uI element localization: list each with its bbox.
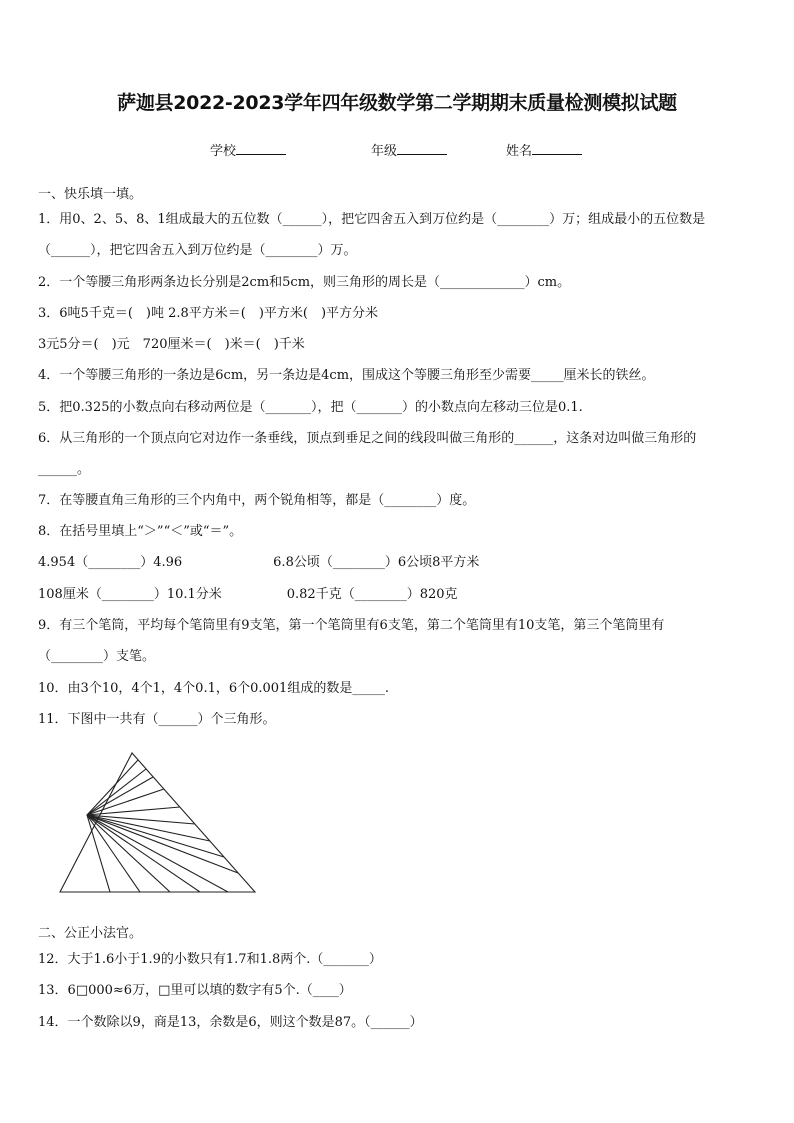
question-line: 14．一个数除以9，商是13，余数是6，则这个数是87。（______） bbox=[38, 1015, 423, 1030]
triangle-figure bbox=[50, 745, 265, 895]
question-line: 6．从三角形的一个顶点向它对边作一条垂线，顶点到垂足之间的线段叫做三角形的______，这条对边叫做三角形的 bbox=[38, 431, 697, 446]
question-line: 7．在等腰直角三角形的三个内角中，两个锐角相等，都是（________）度。 bbox=[38, 493, 476, 508]
triangle-line bbox=[87, 769, 146, 815]
question-line: 3元5分＝( )元 720厘米＝( )米＝( )千米 bbox=[38, 337, 305, 352]
triangle-line bbox=[87, 815, 140, 892]
question-line: 2．一个等腰三角形两条边长分别是2cm和5cm，则三角形的周长是（_____________）cm。 bbox=[38, 275, 571, 290]
question-line: 4.954（________）4.96 6.8公顷（________）6公顷8平方米 bbox=[38, 555, 480, 570]
question-line: 108厘米（________）10.1分米 0.82千克（________）820克 bbox=[38, 587, 458, 602]
question-line: 10．由3个10，4个1，4个0.1，6个0.001组成的数是_____. bbox=[38, 681, 389, 696]
school-field bbox=[210, 140, 286, 159]
triangle-line bbox=[87, 815, 110, 892]
name-field bbox=[506, 140, 582, 159]
name-blank[interactable] bbox=[532, 142, 582, 155]
question-line: （______），把它四舍五入到万位约是（________）万。 bbox=[38, 243, 357, 258]
question-line: 12．大于1.6小于1.9的小数只有1.7和1.8两个.（_______） bbox=[38, 952, 382, 967]
grade-blank[interactable] bbox=[397, 142, 447, 155]
question-line: ______。 bbox=[38, 462, 91, 477]
triangle-line bbox=[87, 815, 238, 873]
school-blank[interactable] bbox=[236, 142, 286, 155]
school-label: 学校 bbox=[210, 144, 237, 159]
grade-label: 年级 bbox=[371, 144, 398, 159]
question-line: 8．在括号里填上“＞”“＜”或“＝”。 bbox=[38, 524, 243, 539]
section-1-heading: 一、快乐填一填。 bbox=[38, 187, 143, 202]
question-line: 11．下图中一共有（______）个三角形。 bbox=[38, 712, 276, 727]
question-line: 9．有三个笔筒，平均每个笔筒里有9支笔，第一个笔筒里有6支笔，第二个笔筒里有10支笔，第三个笔筒里有 bbox=[38, 618, 665, 633]
triangle-line bbox=[87, 815, 224, 857]
question-line: （________）支笔。 bbox=[38, 649, 156, 664]
triangle-line bbox=[87, 807, 180, 815]
grade-field bbox=[371, 140, 447, 159]
page-title: 萨迦县2022-2023学年四年级数学第二学期期末质量检测模拟试题 bbox=[117, 92, 677, 114]
question-line: 3．6吨5千克＝( )吨 2.8平方米＝( )平方米( )平方分米 bbox=[38, 306, 379, 321]
question-line: 5．把0.325的小数点向右移动两位是（_______），把（_______）的小数点向左移动三位是0.1. bbox=[38, 400, 583, 415]
section-2-heading: 二、公正小法官。 bbox=[38, 926, 143, 941]
question-line: 13．6□000≈6万，□里可以填的数字有5个.（____） bbox=[38, 983, 352, 998]
question-line: 4．一个等腰三角形的一条边是6cm，另一条边是4cm，围成这个等腰三角形至少需要_____厘米长的铁丝。 bbox=[38, 368, 655, 383]
name-label: 姓名 bbox=[506, 144, 533, 159]
question-line: 1．用0、2、5、8、1组成最大的五位数（______），把它四舍五入到万位约是（________）万；组成最小的五位数是 bbox=[38, 212, 706, 227]
